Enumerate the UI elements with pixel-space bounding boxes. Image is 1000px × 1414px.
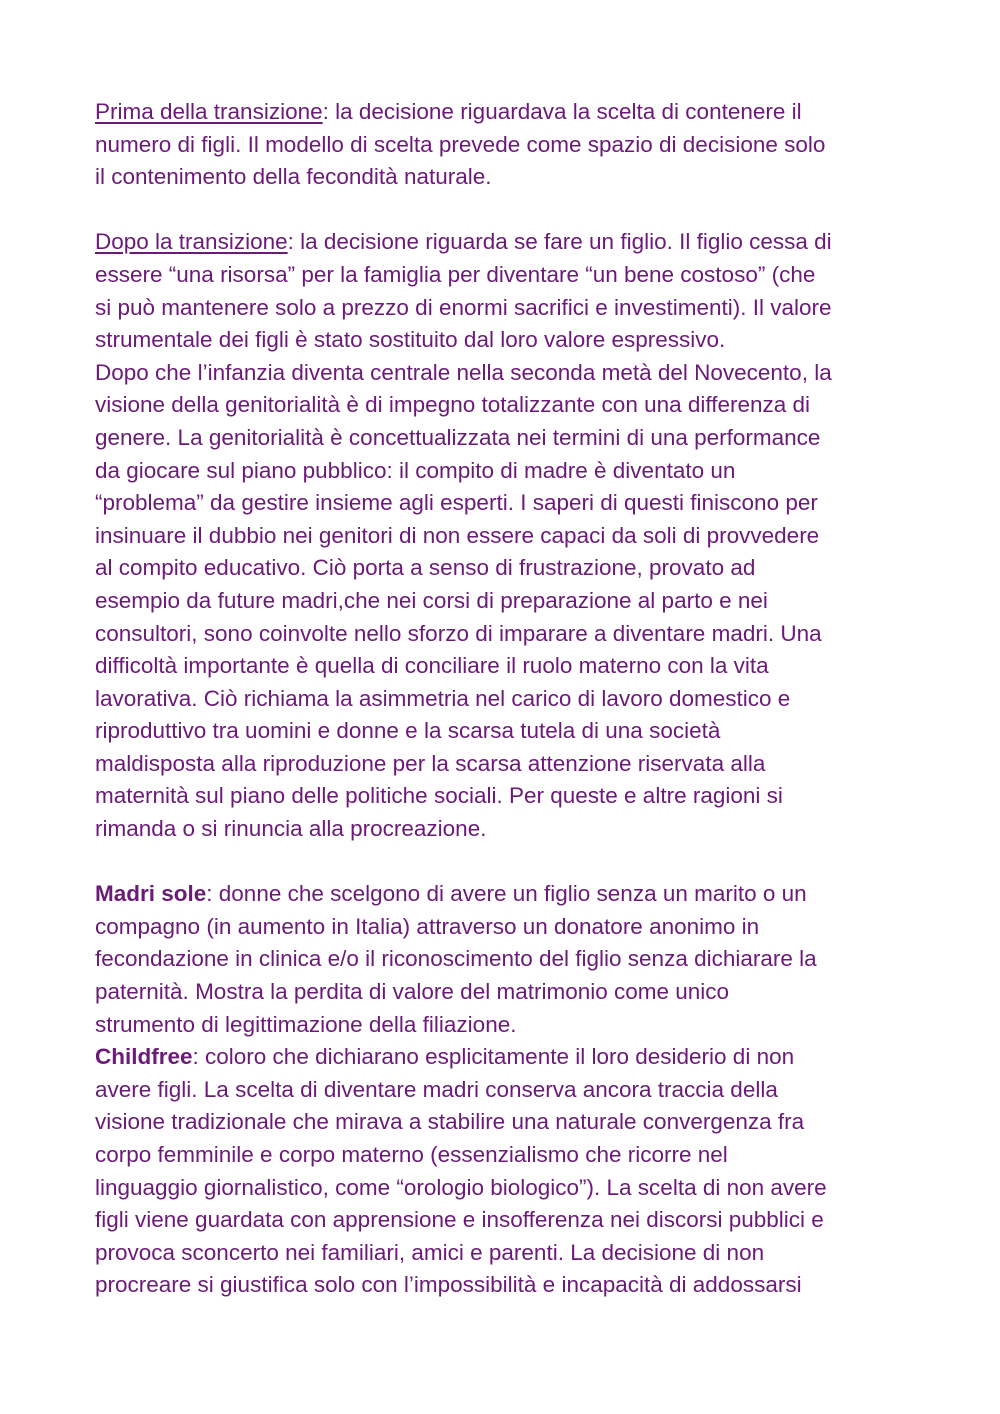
term-dopo-la-transizione: Dopo la transizione bbox=[95, 229, 288, 255]
text-span: : la decisione riguardava la scelta di contenere il bbox=[322, 99, 802, 124]
section-prima-della-transizione bbox=[95, 96, 925, 194]
text-line: maternità sul piano delle politiche sociali. Per queste e altre ragioni si bbox=[95, 783, 783, 809]
text-line: procreare si giustifica solo con l’impossibilità e incapacità di addossarsi bbox=[95, 1272, 802, 1298]
text-line: numero di figli. Il modello di scelta prevede come spazio di decisione solo bbox=[95, 131, 826, 157]
text-line: provoca sconcerto nei familiari, amici e parenti. La decisione di non bbox=[95, 1239, 765, 1265]
text-line: esempio da future madri,che nei corsi di preparazione al parto e nei bbox=[95, 587, 768, 613]
text-line: strumento di legittimazione della filiazione. bbox=[95, 1011, 517, 1037]
text-line: al compito educativo. Ciò porta a senso di frustrazione, provato ad bbox=[95, 555, 756, 581]
text-line: lavorativa. Ciò richiama la asimmetria nel carico di lavoro domestico e bbox=[95, 685, 791, 711]
text-line: Dopo che l’infanzia diventa centrale nella seconda metà del Novecento, la bbox=[95, 359, 832, 385]
section-childfree bbox=[95, 1041, 925, 1302]
text-line: strumentale dei figli è stato sostituito dal loro valore espressivo. bbox=[95, 327, 726, 353]
text-line: riproduttivo tra uomini e donne e la scarsa tutela di una società bbox=[95, 718, 721, 744]
text-line bbox=[95, 226, 925, 259]
text-line: visione tradizionale che mirava a stabilire una naturale convergenza fra bbox=[95, 1109, 805, 1135]
text-line: avere figli. La scelta di diventare madri conserva ancora traccia della bbox=[95, 1076, 778, 1102]
term-childfree: Childfree bbox=[95, 1044, 193, 1070]
text-line: il contenimento della fecondità naturale. bbox=[95, 164, 492, 190]
text-line: rimanda o si rinuncia alla procreazione. bbox=[95, 816, 487, 842]
text-line bbox=[95, 878, 925, 911]
text-span: : coloro che dichiarano esplicitamente il loro desiderio di non bbox=[192, 1044, 795, 1070]
text-line: si può mantenere solo a prezzo di enormi sacrifici e investimenti). Il valore bbox=[95, 294, 832, 320]
section-dopo-la-transizione bbox=[95, 226, 925, 845]
text-line: paternità. Mostra la perdita di valore del matrimonio come unico bbox=[95, 979, 730, 1005]
text-line: consultori, sono coinvolte nello sforzo di imparare a diventare madri. Una bbox=[95, 620, 822, 646]
text-line: linguaggio giornalistico, come “orologio biologico”). La scelta di non avere bbox=[95, 1174, 827, 1200]
text-span: : donne che scelgono di avere un figlio senza un marito o un bbox=[206, 881, 807, 907]
text-line: da giocare sul piano pubblico: il compito di madre è diventato un bbox=[95, 457, 736, 483]
section-madri-sole bbox=[95, 878, 925, 1041]
paragraph-gap bbox=[95, 846, 925, 879]
text-line: essere “una risorsa” per la famiglia per diventare “un bene costoso” (che bbox=[95, 261, 816, 287]
text-line: “problema” da gestire insieme agli esperti. I saperi di questi finiscono per bbox=[95, 490, 818, 516]
text-line: figli viene guardata con apprensione e insofferenza nei discorsi pubblici e bbox=[95, 1207, 824, 1233]
text-line: insinuare il dubbio nei genitori di non essere capaci da soli di provvedere bbox=[95, 522, 820, 548]
text-line: visione della genitorialità è di impegno totalizzante con una differenza di bbox=[95, 392, 811, 418]
text-line bbox=[95, 96, 925, 129]
document-page bbox=[95, 96, 925, 1302]
term-prima-della-transizione: Prima della transizione bbox=[95, 99, 323, 124]
text-line: compagno (in aumento in Italia) attraverso un donatore anonimo in bbox=[95, 913, 760, 939]
text-line: corpo femminile e corpo materno (essenzialismo che ricorre nel bbox=[95, 1142, 728, 1167]
text-line: difficoltà importante è quella di conciliare il ruolo materno con la vita bbox=[95, 653, 769, 679]
paragraph-gap bbox=[95, 194, 925, 227]
term-madri-sole: Madri sole bbox=[95, 881, 207, 907]
text-span: : la decisione riguarda se fare un figlio. Il figlio cessa di bbox=[287, 229, 832, 255]
text-line: maldisposta alla riproduzione per la scarsa attenzione riservata alla bbox=[95, 750, 766, 776]
text-line bbox=[95, 1041, 925, 1074]
text-line: genere. La genitorialità è concettualizzata nei termini di una performance bbox=[95, 424, 821, 450]
text-line: fecondazione in clinica e/o il riconoscimento del figlio senza dichiarare la bbox=[95, 946, 817, 972]
